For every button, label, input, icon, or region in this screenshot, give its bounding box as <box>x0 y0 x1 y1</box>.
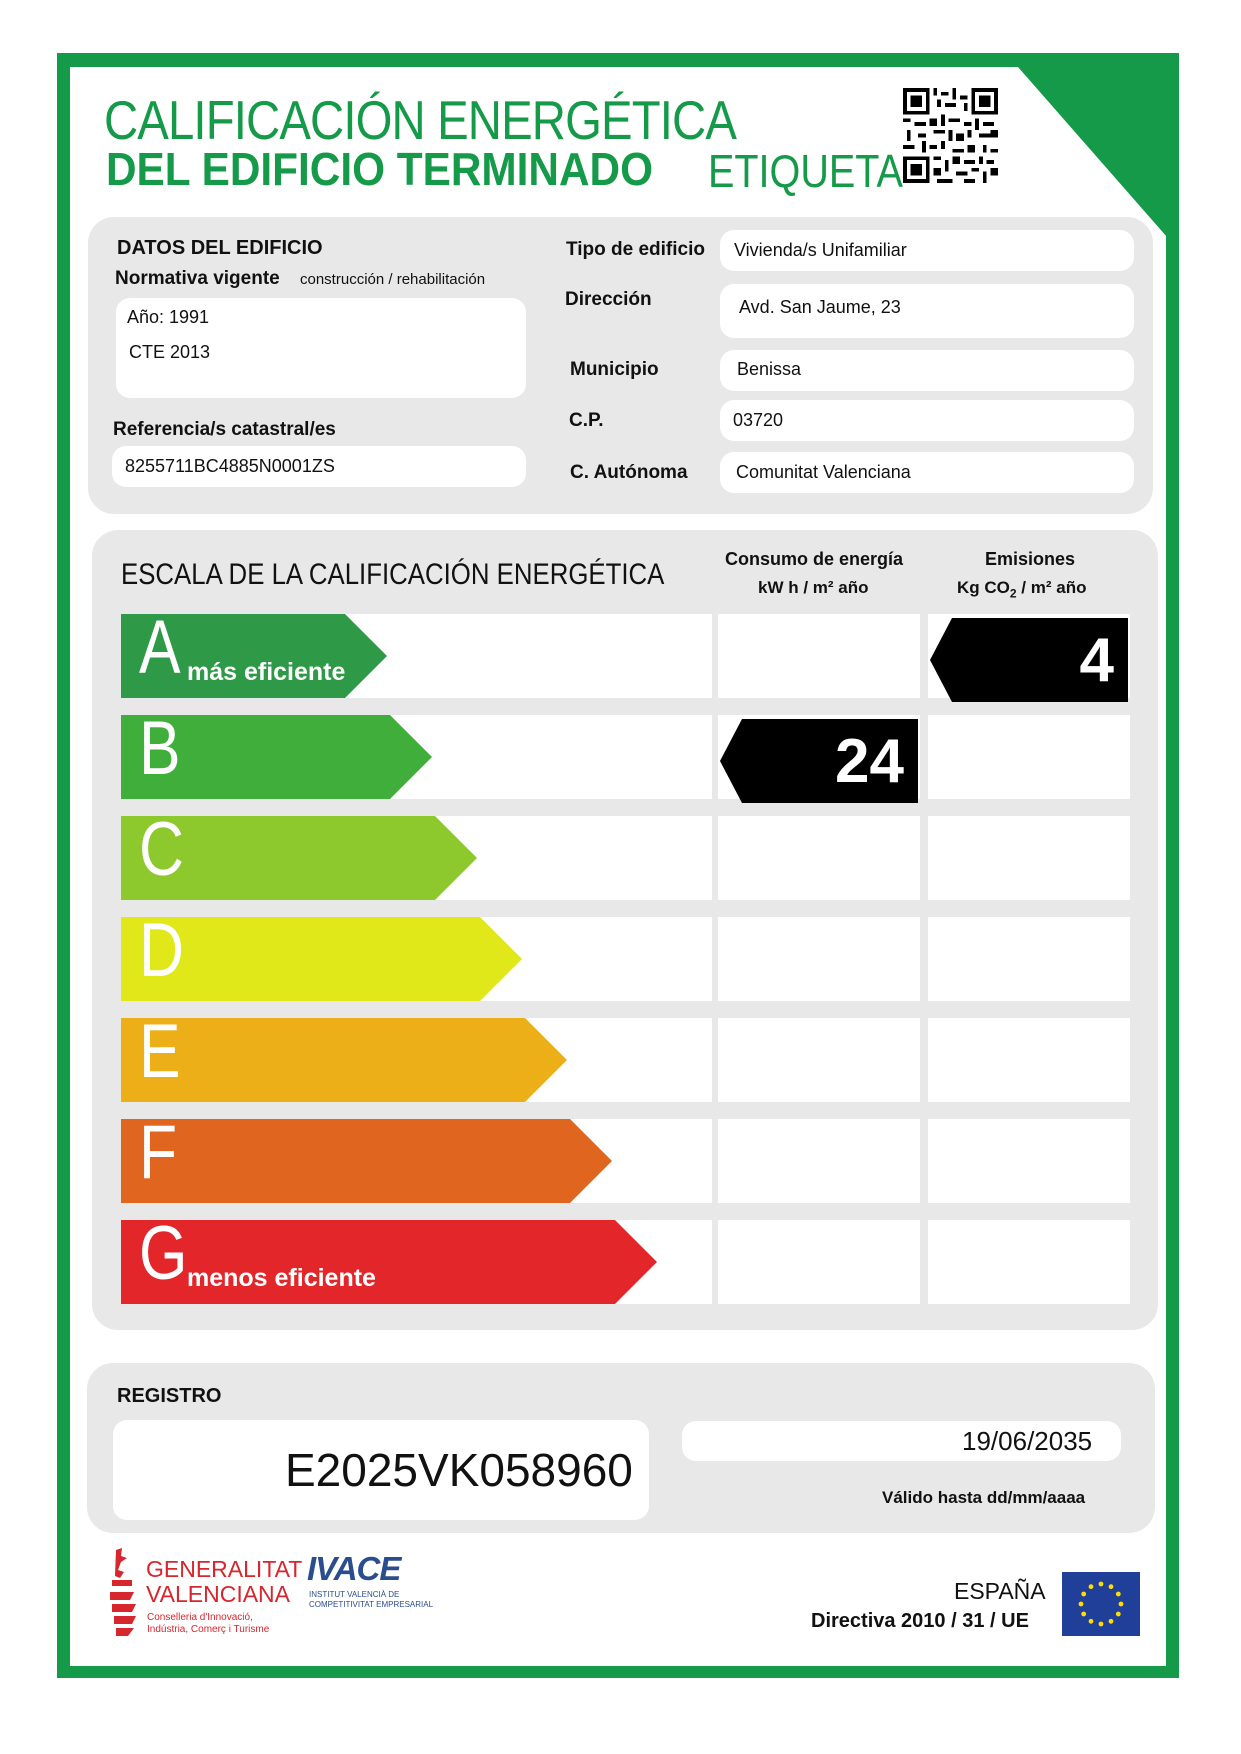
directive-label: Directiva 2010 / 31 / UE <box>811 1610 1029 1632</box>
rating-arrow-c <box>121 807 477 900</box>
cp-value: 03720 <box>733 410 784 430</box>
tipo-label: Tipo de edificio <box>566 239 705 260</box>
rating-letter: G <box>139 1211 188 1296</box>
emisiones-unit-prefix: Kg CO <box>957 578 1010 597</box>
building-section-title: DATOS DEL EDIFICIO <box>117 237 323 259</box>
normativa-label: Normativa vigente <box>115 268 280 289</box>
eu-star <box>1109 1584 1114 1589</box>
registro-label: REGISTRO <box>117 1385 222 1407</box>
consumo-cell <box>718 917 920 1001</box>
eu-star <box>1079 1602 1084 1607</box>
scale-title: ESCALA DE LA CALIFICACIÓN ENERGÉTICA <box>121 558 665 591</box>
consumo-cell <box>718 614 920 698</box>
valid-date: 19/06/2035 <box>962 1426 1093 1456</box>
rating-arrow-a <box>121 605 387 698</box>
consumo-unit: kW h / m² año <box>758 578 869 597</box>
qr-code-icon <box>903 88 998 183</box>
gv-line-2: VALENCIANA <box>146 1581 291 1607</box>
emisiones-rating-badge-value: 4 <box>1079 626 1114 695</box>
rating-letter: D <box>139 908 185 993</box>
registro-number: E2025VK058960 <box>285 1444 633 1496</box>
gv-bat-icon <box>108 1548 138 1638</box>
direccion-value: Avd. San Jaume, 23 <box>739 297 901 317</box>
country-label: ESPAÑA <box>954 1578 1046 1604</box>
consumo-cell <box>718 1018 920 1102</box>
ivace-logo: IVACE <box>307 1550 401 1587</box>
rating-arrow-d <box>121 908 522 1001</box>
emisiones-cell <box>928 917 1130 1001</box>
rating-sublabel: más eficiente <box>187 658 346 686</box>
eu-star <box>1116 1592 1121 1597</box>
rating-letter: E <box>139 1009 181 1094</box>
tipo-value: Vivienda/s Unifamiliar <box>734 240 907 260</box>
catastral-value: 8255711BC4885N0001ZS <box>125 456 335 476</box>
eu-star <box>1099 1582 1104 1587</box>
eu-star <box>1081 1612 1086 1617</box>
autonoma-label: C. Autónoma <box>570 462 688 483</box>
eu-star <box>1089 1584 1094 1589</box>
rating-letter: C <box>139 807 185 892</box>
title-etiqueta: ETIQUETA <box>708 145 903 197</box>
direccion-label: Dirección <box>565 289 652 310</box>
valid-label: Válido hasta dd/mm/aaaa <box>882 1488 1086 1507</box>
emisiones-unit <box>957 578 1086 600</box>
eu-star <box>1116 1612 1121 1617</box>
eu-star <box>1081 1592 1086 1597</box>
title-line-2: DEL EDIFICIO TERMINADO <box>106 143 654 195</box>
eu-star <box>1099 1622 1104 1627</box>
municipio-value: Benissa <box>737 359 802 379</box>
normativa-year: Año: 1991 <box>127 307 210 327</box>
consumo-rating-badge <box>720 719 918 803</box>
emisiones-unit-sub: 2 <box>1009 586 1017 601</box>
consumo-cell <box>718 1220 920 1304</box>
arrow-shape <box>121 1119 612 1203</box>
rating-letter: B <box>139 706 181 791</box>
eu-star <box>1089 1619 1094 1624</box>
rating-arrow-g <box>121 1211 657 1304</box>
rating-sublabel: menos eficiente <box>187 1264 376 1292</box>
emisiones-cell <box>928 1220 1130 1304</box>
emisiones-rating-badge <box>930 618 1128 702</box>
normativa-code: CTE 2013 <box>129 342 211 362</box>
consumo-cell <box>718 1119 920 1203</box>
title-line-1: CALIFICACIÓN ENERGÉTICA <box>104 89 737 151</box>
emisiones-cell <box>928 715 1130 799</box>
ivace-sub-1: INSTITUT VALENCIÀ DE <box>309 1590 400 1599</box>
gv-sub-2: Indústria, Comerç i Turisme <box>147 1624 270 1635</box>
rating-arrow-e <box>121 1009 567 1102</box>
ivace-sub-2: COMPETITIVITAT EMPRESARIAL <box>309 1600 434 1609</box>
emisiones-cell <box>928 816 1130 900</box>
emisiones-cell <box>928 1018 1130 1102</box>
consumo-label: Consumo de energía <box>725 549 904 569</box>
consumo-rating-badge-value: 24 <box>835 727 904 796</box>
emisiones-cell <box>928 1119 1130 1203</box>
rating-arrow-f <box>121 1110 612 1203</box>
rating-letter: F <box>139 1110 178 1195</box>
corner-fold <box>1018 67 1167 237</box>
autonoma-value: Comunitat Valenciana <box>736 462 911 482</box>
arrow-shape <box>121 1018 567 1102</box>
eu-flag-icon <box>1062 1572 1140 1636</box>
catastral-label: Referencia/s catastral/es <box>113 419 336 440</box>
emisiones-unit-suffix: / m² año <box>1016 578 1087 597</box>
rating-arrow-b <box>121 706 432 799</box>
gv-sub-1: Conselleria d'Innovació, <box>147 1612 253 1623</box>
eu-star <box>1109 1619 1114 1624</box>
consumo-cell <box>718 816 920 900</box>
municipio-label: Municipio <box>570 359 659 380</box>
rating-letter: A <box>139 605 181 690</box>
eu-star <box>1119 1602 1124 1607</box>
normativa-hint: construcción / rehabilitación <box>300 271 486 288</box>
gv-line-1: GENERALITAT <box>146 1556 303 1582</box>
cp-label: C.P. <box>569 410 604 431</box>
emisiones-label: Emisiones <box>985 549 1076 569</box>
